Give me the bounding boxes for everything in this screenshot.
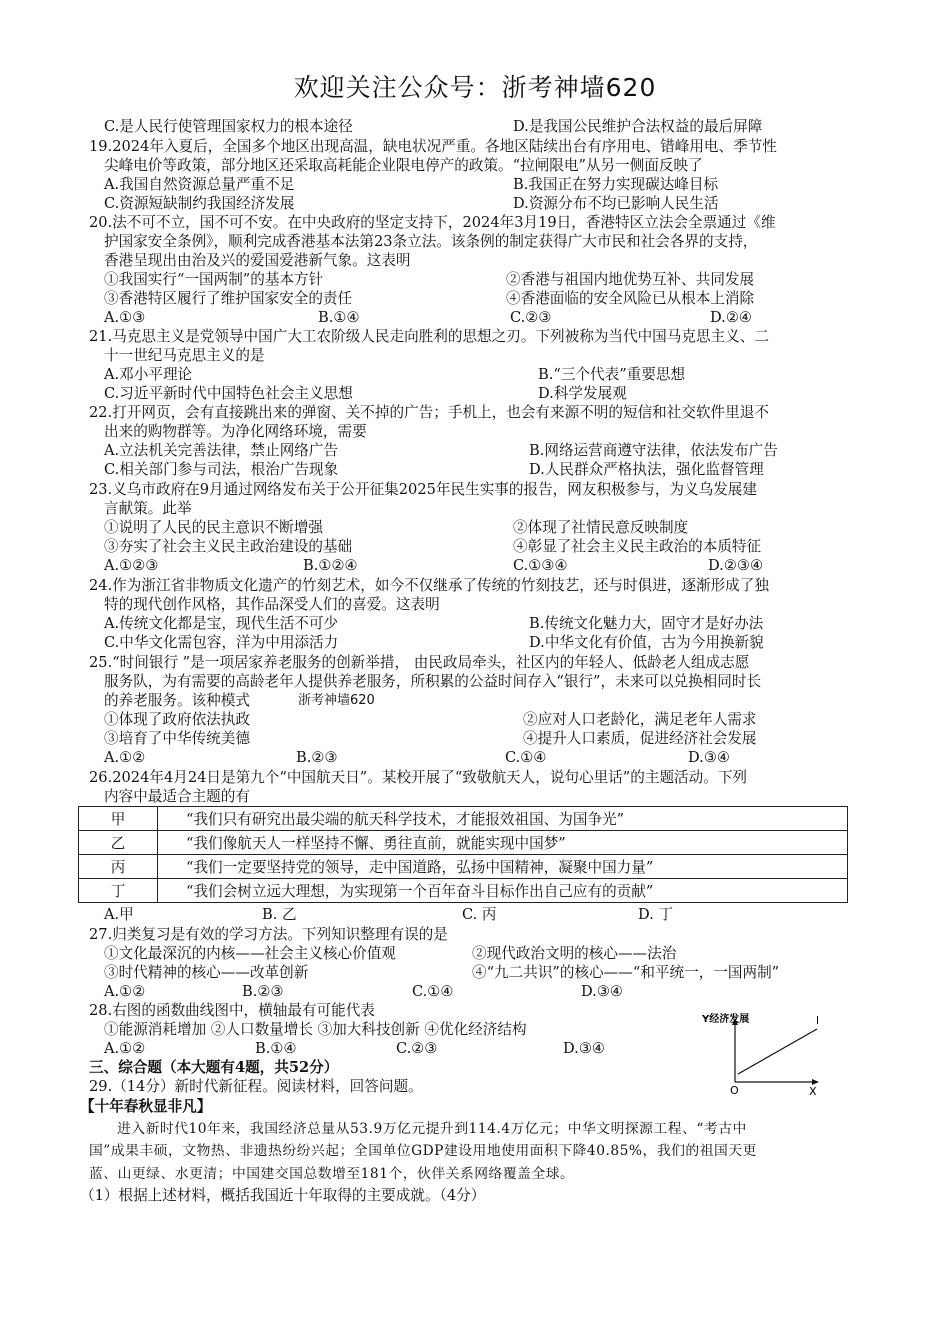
q19-stem-line2: 尖峰电价等政策，部分地区还采取高耗能企业限电停产的政策。“拉闸限电”从另一侧面反映了 bbox=[104, 157, 703, 174]
q26-option-b: B. 乙 bbox=[262, 906, 297, 923]
q20-stem-line2: 护国家安全条例》，顺利完成香港基本法第23条立法。该条例的制定获得广大市民和社会各界的支持， bbox=[104, 233, 758, 250]
q21-stem-line2: 十一世纪马克思主义的是 bbox=[104, 347, 265, 364]
graph-line-label: l bbox=[816, 1014, 820, 1027]
q20-option-a: A.①③ bbox=[104, 309, 146, 326]
q25-stem-line3: 的养老服务。该种模式 bbox=[104, 692, 250, 709]
q20-stem-line1: 20.法不可不立，国不可不安。在中央政府的坚定支持下，2024年3月19日，香港特区立法会全票通过《维 bbox=[89, 214, 776, 231]
table-row bbox=[79, 831, 848, 855]
table-row bbox=[79, 807, 848, 831]
q24-option-a: A.传统文化都是宝，现代生活不可少 bbox=[104, 615, 339, 632]
q19-stem-line1: 19.2024年入夏后，全国多个地区出现高温，缺电状况严重。各地区陆续出台有序用电、错峰用电、季节性 bbox=[89, 138, 777, 155]
q29-stem: 29.（14分）新时代新征程。阅读材料，回答问题。 bbox=[89, 1078, 423, 1095]
graph-origin-label: O bbox=[730, 1084, 739, 1096]
table-row bbox=[79, 879, 848, 903]
q19-option-d: D.资源分布不均已影响人民生活 bbox=[513, 195, 719, 212]
q22-stem-line1: 22.打开网页，会有直接跳出来的弹窗、关不掉的广告；手机上，也会有来源不明的短信和社交软件里退不 bbox=[89, 404, 769, 421]
q23-statement-3: ③夯实了社会主义民主政治建设的基础 bbox=[104, 538, 353, 555]
q24-option-b: B.传统文化魅力大，固守才是好办法 bbox=[529, 615, 764, 632]
graph-y-label: Y经济发展 bbox=[702, 1014, 750, 1025]
q27-option-b: B.②③ bbox=[242, 983, 284, 1000]
q28-function-graph bbox=[700, 1012, 840, 1096]
q27-stem: 27.归类复习是有效的学习方法。下列知识整理有误的是 bbox=[89, 926, 448, 943]
quote-text: “我们像航天人一样坚持不懈、勇往直前，就能实现中国梦” bbox=[158, 831, 848, 855]
q21-option-d: D.科学发展观 bbox=[538, 385, 627, 402]
q21-option-a: A.邓小平理论 bbox=[104, 366, 193, 383]
q27-statement-3: ③时代精神的核心——改革创新 bbox=[104, 964, 309, 981]
q25-statement-4: ④提升人口素质，促进经济社会发展 bbox=[523, 730, 757, 747]
q23-option-c: C.①③④ bbox=[513, 557, 568, 574]
quote-text: “我们会树立远大理想，为实现第一个百年奋斗目标作出自己应有的贡献” bbox=[158, 879, 848, 903]
q24-option-c: C.中华文化需包容，洋为中用添活力 bbox=[104, 634, 339, 651]
q25-watermark: 浙考神墙620 bbox=[298, 693, 375, 708]
q26-quote-table bbox=[78, 806, 848, 903]
q28-option-d: D.③④ bbox=[563, 1040, 605, 1057]
q29-material-line2: 国”成果丰硕，文物热、非遗热纷纷兴起；全国单位GDP建设用地使用面积下降40.85%，我们的祖国天更 bbox=[89, 1143, 757, 1159]
table-row bbox=[79, 855, 848, 879]
q23-stem-line1: 23.义乌市政府在9月通过网络发布关于公开征集2025年民生实事的报告，网友积极参与，为义乌发展建 bbox=[89, 481, 757, 498]
q25-stem-line2: 服务队，为有需要的高龄老年人提供养老服务，所积累的公益时间存入“银行”，未来可以兑换相同时长 bbox=[104, 673, 762, 690]
q26-stem-line2: 内容中最适合主题的有 bbox=[104, 788, 250, 805]
q20-option-b: B.①④ bbox=[318, 309, 360, 326]
q20-stem-line3: 香港呈现出由治及兴的爱国爱港新气象。这表明 bbox=[104, 252, 411, 269]
q25-option-d: D.③④ bbox=[688, 749, 730, 766]
q22-option-d: D.人民群众严格执法，强化监督管理 bbox=[529, 461, 764, 478]
q20-statement-2: ②香港与祖国内地优势互补、共同发展 bbox=[506, 271, 755, 288]
q27-option-a: A.①② bbox=[104, 983, 146, 1000]
q23-option-b: B.①②④ bbox=[303, 557, 358, 574]
q29-material-title: 【十年春秋显非凡】 bbox=[80, 1098, 212, 1115]
quote-text: “我们只有研究出最尖端的航天科学技术，才能报效祖国、为国争光” bbox=[158, 807, 848, 831]
q26-option-a: A.甲 bbox=[104, 906, 134, 923]
q20-option-c: C.②③ bbox=[510, 309, 552, 326]
page-header: 欢迎关注公众号：浙考神墙620 bbox=[293, 73, 657, 102]
quote-key: 甲 bbox=[79, 807, 158, 831]
q21-stem-line1: 21.马克思主义是党领导中国广大工农阶级人民走向胜利的思想之刃。下列被称为当代中国马克思主义、二 bbox=[89, 328, 769, 345]
quote-key: 丁 bbox=[79, 879, 158, 903]
quote-key: 丙 bbox=[79, 855, 158, 879]
q25-option-c: C.①④ bbox=[505, 749, 547, 766]
q25-statement-2: ②应对人口老龄化，满足老年人需求 bbox=[523, 711, 757, 728]
q27-option-d: D.③④ bbox=[581, 983, 623, 1000]
q29-subquestion-1: （1）根据上述材料，概括我国近十年取得的主要成就。（4分） bbox=[80, 1187, 486, 1204]
q20-statement-3: ③香港特区履行了维护国家安全的责任 bbox=[104, 290, 353, 307]
q18-option-d: D.是我国公民维护合法权益的最后屏障 bbox=[513, 118, 763, 135]
q20-statement-1: ①我国实行“一国两制”的基本方针 bbox=[104, 271, 324, 288]
q25-statement-1: ①体现了政府依法执政 bbox=[104, 711, 250, 728]
q19-option-c: C.资源短缺制约我国经济发展 bbox=[104, 195, 295, 212]
q26-option-c: C. 丙 bbox=[462, 906, 497, 923]
graph-curve-line bbox=[738, 1029, 817, 1074]
q19-option-a: A.我国自然资源总量严重不足 bbox=[104, 176, 295, 193]
q23-statement-4: ④彰显了社会主义民主政治的本质特征 bbox=[513, 538, 762, 555]
q28-stem: 28.右图的函数曲线图中，横轴最有可能代表 bbox=[89, 1002, 375, 1019]
q23-stem-line2: 言献策。此举 bbox=[104, 500, 192, 517]
section-3-heading: 三、综合题（本大题有4题，共52分） bbox=[89, 1059, 339, 1076]
quote-text: “我们一定要坚持党的领导，走中国道路，弘扬中国精神，凝聚中国力量” bbox=[158, 855, 848, 879]
q28-option-c: C.②③ bbox=[396, 1040, 438, 1057]
q18-option-c: C.是人民行使管理国家权力的根本途径 bbox=[104, 118, 353, 135]
q21-option-c: C.习近平新时代中国特色社会主义思想 bbox=[104, 385, 353, 402]
q27-statement-2: ②现代政治文明的核心——法治 bbox=[472, 945, 677, 962]
q20-option-d: D.②④ bbox=[710, 309, 752, 326]
q22-stem-line2: 出来的购物群等。为净化网络环境，需要 bbox=[104, 423, 367, 440]
q26-stem-line1: 26.2024年4月24日是第九个“中国航天日”。某校开展了“致敬航天人，说句心里话”的主题活动。下列 bbox=[89, 769, 748, 786]
q25-statement-3: ③培育了中华传统美德 bbox=[104, 730, 250, 747]
q23-option-a: A.①②③ bbox=[104, 557, 159, 574]
q21-option-b: B.“三个代表”重要思想 bbox=[538, 366, 686, 383]
q25-stem-line1: 25.“时间银行 ”是一项居家养老服务的创新举措， 由民政局牵头，社区内的年轻人、低龄老人组成志愿 bbox=[89, 654, 750, 671]
q26-option-d: D. 丁 bbox=[638, 906, 674, 923]
q28-option-b: B.①④ bbox=[255, 1040, 297, 1057]
q22-option-b: B.网络运营商遵守法律，依法发布广告 bbox=[529, 442, 778, 459]
q29-material-line3: 蓝、山更绿、水更清；中国建交国总数增至181个，伙伴关系网络覆盖全球。 bbox=[89, 1166, 575, 1182]
q22-option-a: A.立法机关完善法律，禁止网络广告 bbox=[104, 442, 339, 459]
q27-statement-1: ①文化最深沉的内核——社会主义核心价值观 bbox=[104, 945, 396, 962]
q29-material-line1: 进入新时代10年来，我国经济总量从53.9万亿元提升到114.4万亿元；中华文明探源工程、“考古中 bbox=[117, 1121, 747, 1137]
q27-option-c: C.①④ bbox=[412, 983, 454, 1000]
graph-x-label: X bbox=[809, 1085, 817, 1096]
q24-option-d: D.中华文化有价值，古为今用换新貌 bbox=[529, 634, 764, 651]
q25-option-a: A.①② bbox=[104, 749, 146, 766]
q22-option-c: C.相关部门参与司法，根治广告现象 bbox=[104, 461, 339, 478]
q20-statement-4: ④香港面临的安全风险已从根本上消除 bbox=[506, 290, 755, 307]
q19-option-b: B.我国正在努力实现碳达峰目标 bbox=[513, 176, 719, 193]
q23-option-d: D.②③④ bbox=[708, 557, 764, 574]
quote-key: 乙 bbox=[79, 831, 158, 855]
q28-option-a: A.①② bbox=[104, 1040, 146, 1057]
q27-statement-4: ④“九二共识”的核心——“和平统一，一国两制” bbox=[472, 964, 780, 981]
q23-statement-1: ①说明了人民的民主意识不断增强 bbox=[104, 519, 323, 536]
q24-stem-line2: 特的现代创作风格，其作品深受人们的喜爱。这表明 bbox=[104, 596, 440, 613]
q23-statement-2: ②体现了社情民意反映制度 bbox=[513, 519, 689, 536]
q24-stem-line1: 24.作为浙江省非物质文化遗产的竹刻艺术，如今不仅继承了传统的竹刻技艺，还与时俱进，逐渐形成了独 bbox=[89, 577, 769, 594]
q25-option-b: B.②③ bbox=[296, 749, 338, 766]
q28-statements: ①能源消耗增加 ②人口数量增长 ③加大科技创新 ④优化经济结构 bbox=[104, 1021, 527, 1038]
